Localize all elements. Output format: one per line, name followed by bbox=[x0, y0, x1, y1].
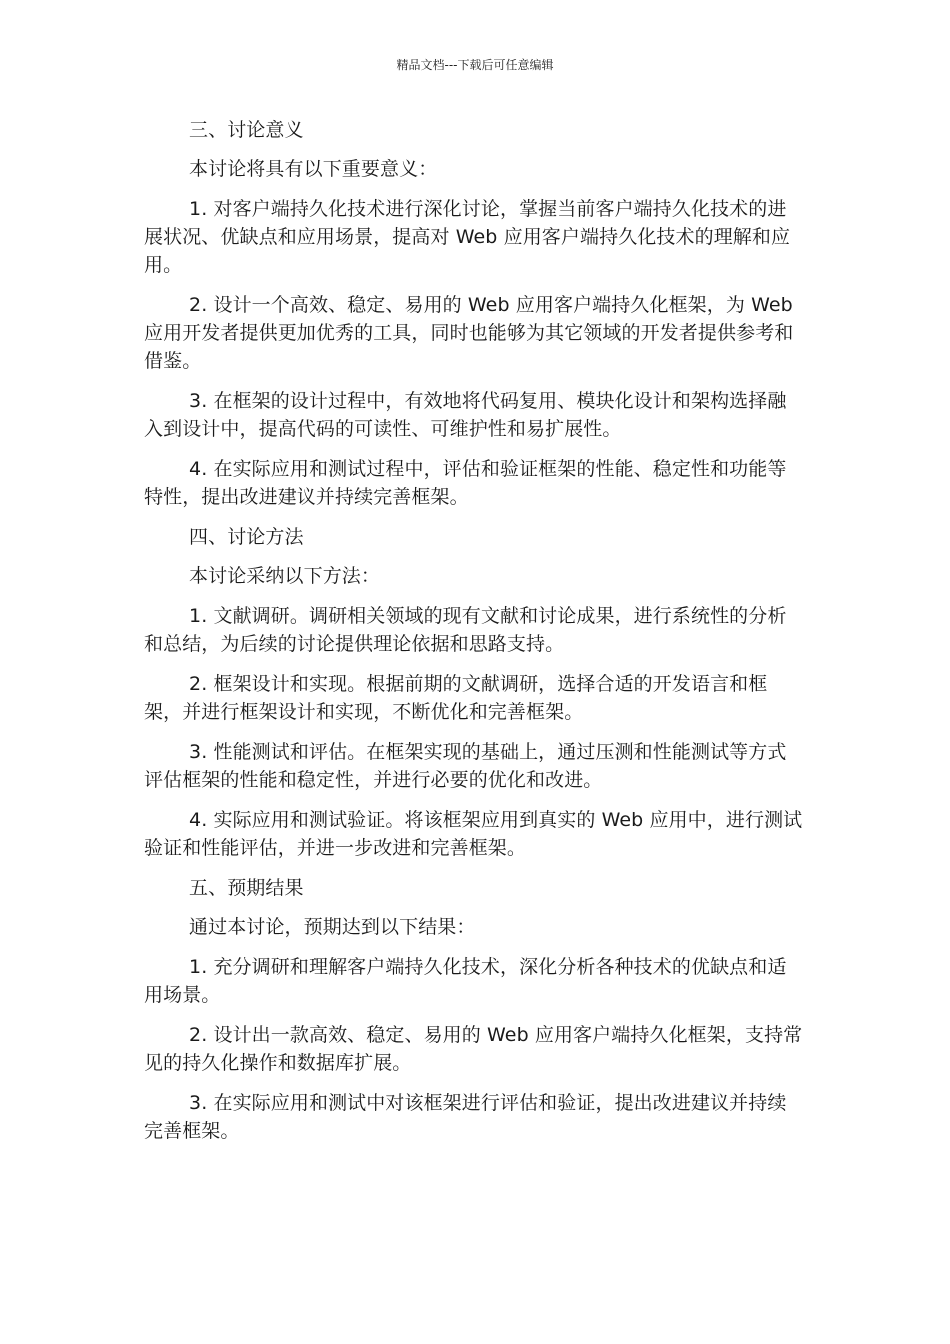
page-header: 精品文档---下载后可任意编辑 bbox=[396, 58, 554, 72]
section-heading-significance: 三、讨论意义 bbox=[189, 119, 304, 141]
section-heading-methods: 四、讨论方法 bbox=[189, 526, 304, 548]
document-body bbox=[144, 116, 804, 1157]
methods-item-2: 2. 框架设计和实现。根据前期的文献调研，选择合适的开发语言和框架，并进行框架设计和实现，不断优化和完善框架。 bbox=[144, 673, 768, 723]
methods-item-1: 1. 文献调研。调研相关领域的现有文献和讨论成果，进行系统性的分析和总结，为后续的讨论提供理论依据和思路支持。 bbox=[144, 605, 787, 655]
significance-item-4: 4. 在实际应用和测试过程中，评估和验证框架的性能、稳定性和功能等特性，提出改进建议并持续完善框架。 bbox=[144, 458, 787, 508]
methods-item-4: 4. 实际应用和测试验证。将该框架应用到真实的 Web 应用中，进行测试验证和性能评估，并进一步改进和完善框架。 bbox=[144, 809, 803, 859]
section-heading-expected-results: 五、预期结果 bbox=[189, 877, 304, 899]
results-intro: 通过本讨论，预期达到以下结果： bbox=[189, 916, 476, 938]
significance-intro: 本讨论将具有以下重要意义： bbox=[189, 158, 438, 180]
results-item-2: 2. 设计出一款高效、稳定、易用的 Web 应用客户端持久化框架，支持常见的持久化操作和数据库扩展。 bbox=[144, 1024, 803, 1074]
significance-item-1: 1. 对客户端持久化技术进行深化讨论，掌握当前客户端持久化技术的进展状况、优缺点和应用场景，提高对 Web 应用客户端持久化技术的理解和应用。 bbox=[144, 198, 791, 276]
methods-item-3: 3. 性能测试和评估。在框架实现的基础上，通过压测和性能测试等方式评估框架的性能和稳定性，并进行必要的优化和改进。 bbox=[144, 741, 787, 791]
results-item-1: 1. 充分调研和理解客户端持久化技术，深化分析各种技术的优缺点和适用场景。 bbox=[144, 956, 787, 1006]
significance-item-3: 3. 在框架的设计过程中，有效地将代码复用、模块化设计和架构选择融入到设计中，提高代码的可读性、可维护性和易扩展性。 bbox=[144, 390, 787, 440]
methods-intro: 本讨论采纳以下方法： bbox=[189, 565, 381, 587]
results-item-3: 3. 在实际应用和测试中对该框架进行评估和验证，提出改进建议并持续完善框架。 bbox=[144, 1092, 787, 1142]
significance-item-2: 2. 设计一个高效、稳定、易用的 Web 应用客户端持久化框架，为 Web 应用开发者提供更加优秀的工具，同时也能够为其它领域的开发者提供参考和借鉴。 bbox=[144, 294, 794, 372]
